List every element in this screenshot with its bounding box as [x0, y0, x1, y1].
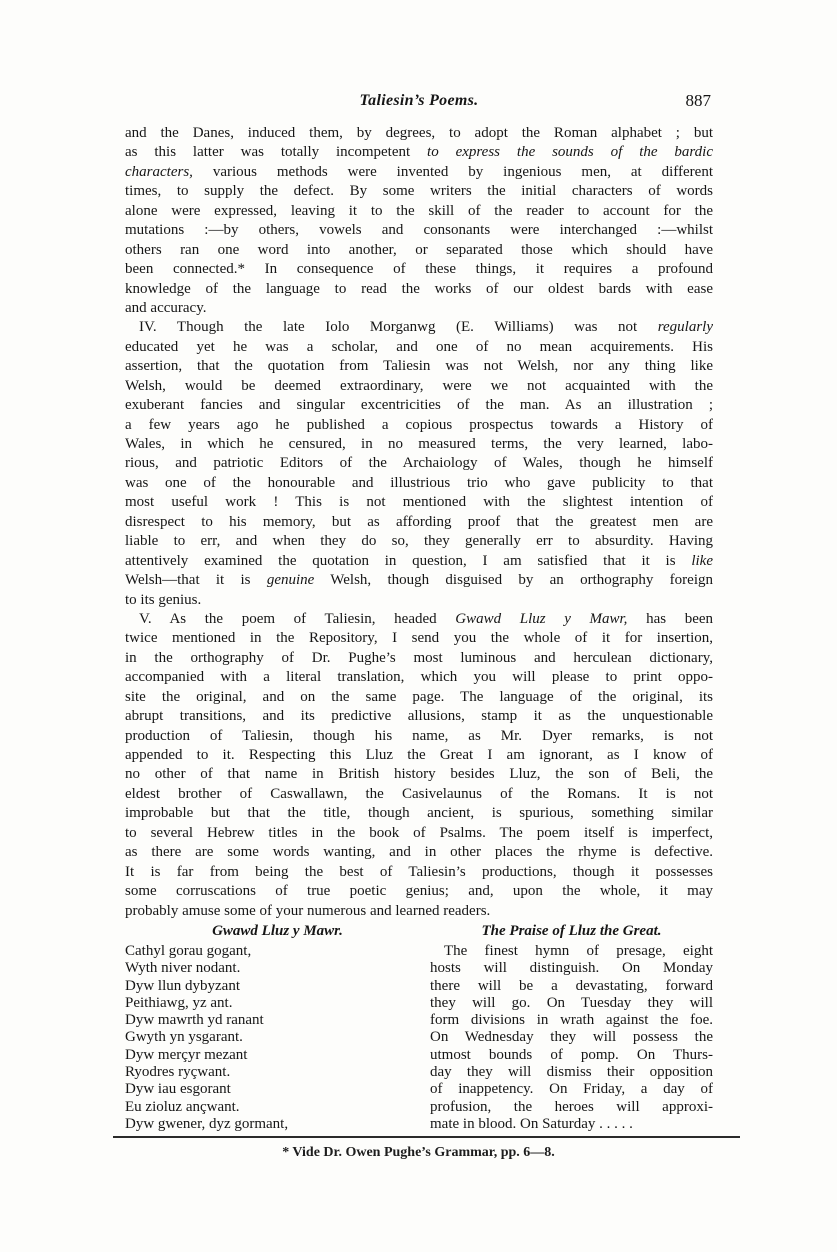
italic-text: to express the sounds of the bardic	[427, 144, 713, 161]
text-line	[125, 377, 713, 396]
text: IV. Though the late Iolo Morganwg (E. Williams) was not	[139, 319, 658, 336]
text: V. As the poem of Taliesin, headed	[139, 610, 456, 627]
poem-line: utmost bounds of pomp. On Thurs-	[430, 1046, 713, 1063]
text-line	[125, 338, 713, 357]
text: disrespect to his memory, but as affording proof that the greatest men are	[125, 513, 713, 530]
text: some corruscations of true poetic genius; and, upon the whole, it may	[125, 883, 713, 900]
text: various methods were invented by ingenious men, at different	[192, 163, 713, 180]
text-line	[125, 280, 713, 299]
text: improbable but that the title, though ancient, is spurious, something similar	[125, 805, 713, 822]
text: Welsh—that it is	[125, 572, 267, 589]
paragraph	[125, 318, 713, 610]
poem-title-english: The Praise of Lluz the Great.	[481, 922, 662, 939]
poem-line: profusion, the heroes will approxi-	[430, 1098, 713, 1115]
text-line	[125, 454, 713, 473]
text: appended to it. Respecting this Lluz the Great I am ignorant, as I know of	[125, 747, 713, 763]
text-line	[125, 474, 713, 493]
text-line	[125, 688, 713, 707]
text-line	[125, 765, 713, 784]
text: liable to err, and when they do so, they generally err to absurdity. Having	[125, 533, 713, 550]
text-line	[125, 746, 713, 765]
poem-line: Dyw iau esgorant	[125, 1081, 231, 1098]
poem-line: Dyw gwener, dyz gormant,	[125, 1115, 289, 1132]
italic-text: genuine	[266, 572, 315, 589]
poem-line: Dyw merçyr mezant	[125, 1046, 248, 1063]
text: site the original, and on the same page. The language of the original, its	[125, 688, 713, 705]
text: been connected.* In consequence of these things, it requires a profound	[125, 261, 713, 278]
text-line	[125, 649, 713, 668]
poem-line: Wyth niver nodant.	[125, 960, 241, 977]
text: knowledge of the language to read the works of our oldest bards with ease	[125, 280, 713, 297]
text: Wales, in which he censured, in no measured terms, the very learned, labo-	[125, 436, 713, 452]
text-line	[125, 610, 713, 629]
paragraph	[125, 610, 713, 921]
poem-line: The finest hymn of presage, eight	[444, 942, 713, 959]
text: assertion, that the quotation from Taliesin was not Welsh, nor any thing like	[125, 358, 713, 375]
poem-line: hosts will distinguish. On Monday	[430, 960, 713, 977]
text: to its genius.	[125, 591, 202, 608]
poem-line: form divisions in wrath against the foe.	[430, 1012, 713, 1029]
text-line	[125, 318, 713, 337]
text: and accuracy.	[125, 299, 207, 316]
text: abrupt transitions, and its predictive allusions, stamp it as the unquestionable	[125, 708, 713, 725]
body-text	[125, 124, 713, 1133]
text: eldest brother of Caswallawn, the Casivelaunus of the Romans. It is not	[125, 785, 713, 802]
text-line	[125, 493, 713, 512]
text: as there are some words wanting, and in other places the rhyme is defective.	[125, 844, 713, 861]
text: no other of that name in British history besides Lluz, the son of Beli, the	[125, 766, 713, 783]
paragraph	[125, 124, 713, 318]
poem-translation-column	[430, 922, 713, 1133]
footnote-rule	[113, 1136, 740, 1138]
poem-line: Peithiawg, yz ant.	[125, 994, 233, 1011]
text-line	[125, 182, 713, 201]
text: a few years ago he published a copious prospectus towards a History of	[125, 416, 713, 433]
paragraphs	[125, 124, 713, 921]
text-line	[125, 435, 713, 454]
text-line	[125, 260, 713, 279]
text-line	[125, 416, 713, 435]
text: educated yet he was a scholar, and one of no mean acquirements. His	[125, 338, 713, 355]
footnote: * Vide Dr. Owen Pughe’s Grammar, pp. 6—8.	[282, 1145, 555, 1160]
text-line	[125, 552, 713, 571]
text-line	[125, 163, 713, 182]
poem-line: Dyw llun dybyzant	[125, 977, 240, 994]
poem-line: Cathyl gorau gogant,	[125, 942, 252, 959]
text-line	[125, 513, 713, 532]
text-line	[125, 727, 713, 746]
text-line	[125, 804, 713, 823]
text-line	[125, 785, 713, 804]
text: Welsh, though disguised by an orthography foreign	[314, 572, 713, 589]
poem-line: On Wednesday they will possess the	[430, 1029, 713, 1046]
text: twice mentioned in the Repository, I send you the whole of it for insertion,	[125, 630, 713, 647]
page-number: 887	[685, 91, 711, 110]
poem-line: Gwyth yn ysgarant.	[125, 1029, 243, 1046]
text: Welsh, would be deemed extraordinary, were we not acquainted with the	[125, 377, 713, 394]
poem-line: day they will dismiss their opposition	[430, 1064, 713, 1081]
text: in the orthography of Dr. Pughe’s most luminous and herculean dictionary,	[125, 649, 713, 666]
text: to several Hebrew titles in the book of Psalms. The poem itself is imperfect,	[125, 824, 713, 841]
text-line	[125, 863, 713, 882]
text: has been	[627, 610, 713, 627]
italic-text: regularly	[657, 319, 713, 336]
italic-text: characters,	[125, 163, 193, 180]
poem-section	[125, 922, 713, 1133]
text: times, to supply the defect. By some writers the initial characters of words	[125, 183, 713, 200]
text-line	[125, 202, 713, 221]
italic-text: Gwawd Lluz y Mawr,	[455, 610, 628, 627]
text: accompanied with a literal translation, which you will please to print oppo-	[125, 669, 713, 686]
text-line	[125, 221, 713, 240]
text: attentively examined the quotation in question, I am satisfied that it is	[125, 552, 692, 569]
text: mutations :—by others, vowels and consonants were interchanged :—whilst	[125, 222, 713, 239]
text-line	[125, 629, 713, 648]
text: most useful work ! This is not mentioned with the slightest intention of	[125, 494, 713, 511]
text-line	[125, 396, 713, 415]
running-title: Taliesin’s Poems.	[359, 92, 479, 109]
text: probably amuse some of your numerous and learned readers.	[125, 902, 491, 919]
text-line	[125, 124, 713, 143]
poem-translation-lines	[430, 943, 713, 1133]
text: others ran one word into another, or separated those which should have	[125, 241, 713, 258]
text-line	[125, 902, 713, 921]
text: and the Danes, induced them, by degrees, to adopt the Roman alphabet ; but	[125, 125, 713, 141]
text-line	[125, 707, 713, 726]
page-header	[125, 92, 713, 114]
poem-line: Eu zioluz ançwant.	[125, 1098, 240, 1115]
text-line	[125, 882, 713, 901]
text-line	[125, 357, 713, 376]
text: alone were expressed, leaving it to the skill of the reader to account for the	[125, 202, 713, 219]
text: as this latter was totally incompetent	[125, 144, 428, 161]
poem-line: they will go. On Tuesday they will	[430, 994, 713, 1011]
text: rious, and patriotic Editors of the Archaiology of Wales, though he himself	[125, 455, 713, 472]
poem-line: of inappetency. On Friday, a day of	[430, 1081, 713, 1098]
poem-line: Dyw mawrth yd ranant	[125, 1012, 264, 1029]
text-line	[125, 824, 713, 843]
poem-title-welsh: Gwawd Lluz y Mawr.	[212, 922, 343, 939]
text-line	[125, 241, 713, 260]
poem-line: mate in blood. On Saturday . . . . .	[430, 1115, 633, 1132]
text-line	[125, 591, 713, 610]
text-line	[125, 843, 713, 862]
poem-line: Ryodres ryçwant.	[125, 1064, 231, 1081]
text-line	[125, 299, 713, 318]
italic-text: like	[691, 552, 713, 569]
poem-welsh-lines	[125, 943, 430, 1133]
text: production of Taliesin, though his name, as Mr. Dyer remarks, is not	[125, 727, 713, 744]
text-line	[125, 571, 713, 590]
text-line	[125, 143, 713, 162]
poem-original-column	[125, 922, 430, 1133]
text: It is far from being the best of Taliesin’s productions, though it possesses	[125, 863, 713, 880]
poem-line: there will be a devastating, forward	[430, 977, 713, 994]
text-line	[125, 668, 713, 687]
text: was one of the honourable and illustrious trio who gave publicity to that	[125, 474, 713, 491]
text: exuberant fancies and singular excentricities of the man. As an illustration ;	[125, 397, 713, 414]
text-line	[125, 532, 713, 551]
